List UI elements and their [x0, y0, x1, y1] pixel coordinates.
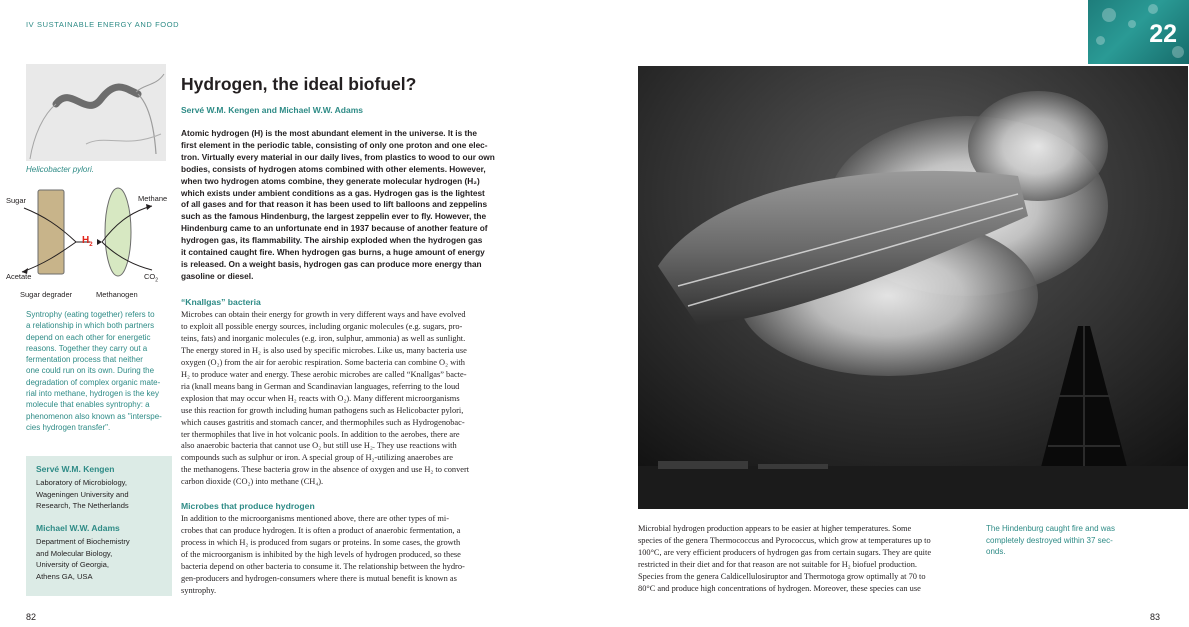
syntrophy-sidebar: Syntrophy (eating together) refers to a relationship in which both partners depend on each other for energetic reasons. Together they carry out a fermentation process that neither one could run on its own. During the degradation of complex organic mate- rial into methane, hydrogen is the key molecule that enables syntrophy: a phenomenon also known as "interspe- cies hydrogen transfer". — [26, 310, 162, 432]
syntrophy-diagram — [4, 186, 174, 304]
author2-name: Michael W.W. Adams — [36, 523, 120, 533]
hindenburg-caption: The Hindenburg caught fire and was completely destroyed within 37 sec- onds. — [986, 524, 1115, 556]
chapter-number: 22 — [1149, 20, 1177, 48]
methanogen-label: Methanogen — [96, 290, 138, 299]
right-body-text: Microbial hydrogen production appears to be easier at higher temperatures. Some species of the genera Thermococcus and Pyrococcus, which grow at temperatures up to 100°C, are very efficient producers of hydrogen gas from certain sugars. They are quite restricted in their diet and for that reason are not suitable for H₂ biofuel production. Species from the genera Caldicellulosiruptor and Thermotoga grow optimally at 70 to 80°C and produce high concentrations of hydrogen. Moreover, these species can use — [638, 524, 932, 593]
acetate-label: Acetate — [6, 272, 32, 281]
page-number-left: 82 — [26, 612, 37, 622]
hindenburg-photo — [638, 66, 1188, 509]
author2-affiliation: Department of Biochemistry and Molecular Biology, University of Georgia, Athens GA, USA — [36, 537, 130, 581]
photo-caption: Helicobacter pylori. — [26, 165, 95, 174]
section-body-knallgas: Microbes can obtain their energy for growth in very different ways and have evolved to exploit all possible energy sources, including organic molecules (e.g. sugars, pro- teins, fats) and inorganic molecules (e.g. iron, sulphur, ammonia) as well as sunlight. The energy stored in H₂ is also used by specific microbes. Like us, many bacteria use oxygen (O₂) from the air for aerobic respiration. Some bacteria can combine O₂ with H₂ to produce water and energy. These aerobic microbes are called “Knallgas” bacte- ria (knall means bang in German and Scandinavian languages, referring to the loud explosion that may occur when H₂ reacts with O₂). Many different microorganisms use this reaction for growth including human pathogens such as Helicobacter pylori, which causes gastritis and stomach cancer, and thermophiles such as Hydrogenobac- ter thermophiles that live in hot volcanic pools. In addition to the aerobes, there are also anaerobic bacteria that cannot use O₂ but still use H₂. They use reactions with compounds such as sulphur or iron. A special group of H₂-utilizing anaerobes are the methanogens. These bacteria grow in the absence of oxygen and use H₂ to convert carbon dioxide (CO₂) into methane (CH₄). — [181, 310, 470, 487]
author1-name: Servé W.M. Kengen — [36, 464, 115, 474]
section-body-producers: In addition to the microorganisms mentioned above, there are other types of mi- crobes that can produce hydrogen. It is often a product of anaerobic fermentation, a process in which H₂ is produced from sugars or proteins. In some cases, the growth of the microorganism is inhibited by the high levels of hydrogen produced, so these bacteria depend on other bacteria to consume it. The relationship between the hydro- gen-producers and hydrogen-consumers where there is mutual benefit is known as syntrophy. — [181, 514, 465, 595]
section-heading-knallgas: “Knallgas” bacteria — [181, 297, 261, 307]
running-head: IV SUSTAINABLE ENERGY AND FOOD — [26, 20, 180, 29]
methane-label: Methane — [138, 194, 168, 203]
article-title: Hydrogen, the ideal biofuel? — [181, 74, 417, 94]
sugar-label: Sugar — [6, 196, 27, 205]
page-number-right: 83 — [1150, 612, 1161, 622]
author1-affiliation: Laboratory of Microbiology, Wageningen University and Research, The Netherlands — [36, 478, 129, 511]
author-box — [26, 456, 172, 596]
chapter-tab — [1088, 0, 1189, 64]
article-authors: Servé W.M. Kengen and Michael W.W. Adams — [181, 105, 364, 115]
lead-paragraph: Atomic hydrogen (H) is the most abundant element in the universe. It is the first element in the periodic table, consisting of only one proton and one elec- tron. Virtually every material in our daily lives, from plastics to wood to our own bodies, consists of hydrogen atoms combined with other elements. However, when two hydrogen atoms combine, they generate molecular hydrogen (H₂) which exists under ambient conditions as a gas. Hydrogen gas is the lightest of all gases and for that reason it has been used to lift balloons and zeppelins such as the famous Hindenburg, the largest zeppelin ever to fly. However, the Hindenburg came to an unfortunate end in 1937 because of another feature of hydrogen gas, its flammability. The airship exploded when the hydrogen gas it contained caught fire. When hydrogen gas burns, a huge amount of energy is released. On a weight basis, hydrogen gas can produce more energy than gasoline or diesel. — [181, 128, 495, 281]
section-heading-producers: Microbes that produce hydrogen — [181, 501, 315, 511]
co2-label: $CO_2$ — [144, 272, 159, 284]
sugar-degrader-label: Sugar degrader — [20, 290, 73, 299]
helicobacter-photo — [26, 64, 166, 161]
h2-label: $H_2$ — [82, 235, 93, 248]
